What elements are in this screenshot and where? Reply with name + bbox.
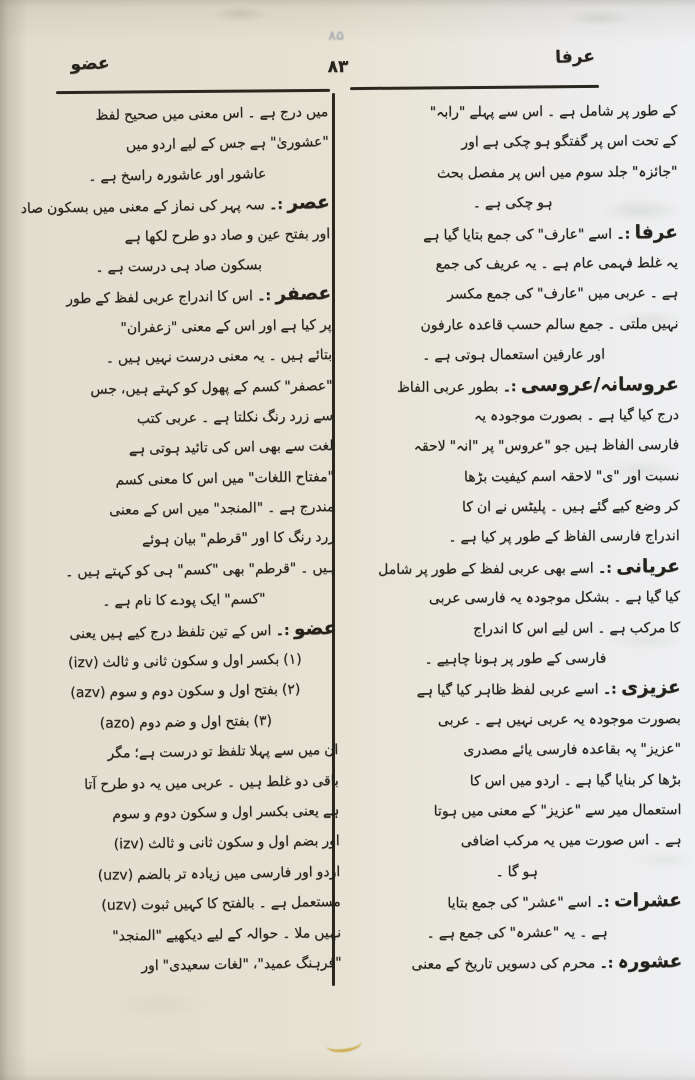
text-line <box>349 461 679 493</box>
text-line <box>352 917 682 949</box>
line-text: ہے ۔ یہ "عشرہ" کی جمع ہے ۔ <box>426 923 608 942</box>
line-text: بتائے ہیں ۔ یہ معنی درست نہیں ہیں ۔ <box>105 347 333 367</box>
text-line <box>348 248 678 280</box>
text-line <box>350 643 680 675</box>
entry-separator: :۔ <box>591 894 615 911</box>
text-line <box>32 583 336 618</box>
entry-separator: :۔ <box>498 378 521 395</box>
text-line <box>31 553 335 588</box>
entry-separator: :۔ <box>264 196 288 214</box>
text-line <box>29 431 333 466</box>
text-line <box>349 400 679 432</box>
entry-headword: عشرات <box>613 890 682 912</box>
running-head-left: عضو <box>70 53 110 75</box>
entry-headword: عصر <box>287 192 330 214</box>
entry-separator: :۔ <box>271 622 295 639</box>
line-text: مندرج ہے ۔ "المنجد" میں اس کے معنی <box>109 499 335 519</box>
left-text-column <box>20 97 342 983</box>
text-line <box>31 522 335 557</box>
text-line <box>29 401 333 436</box>
line-text: اسے "عشر" کی جمع بتایا <box>447 894 592 912</box>
text-line <box>33 644 337 679</box>
text-line <box>350 552 680 584</box>
running-head-right: عرفا <box>554 46 596 68</box>
line-text: اور بضم اول و سکون ثانی و ثالث (izv) <box>113 833 340 853</box>
entry-separator: :۔ <box>252 288 276 305</box>
line-text: اسے عربی لفظ ظاہر کیا گیا ہے <box>416 681 599 700</box>
text-line <box>27 279 331 314</box>
line-text: درج کیا گیا ہے ۔ بصورت موجودہ یہ <box>473 406 679 425</box>
line-text: لغت سے بھی اس کی تائید ہوتی ہے <box>128 438 334 458</box>
text-line <box>350 613 680 645</box>
text-line <box>347 157 677 189</box>
line-text: نہیں ملتی ۔ جمع سالم حسب قاعدہ عارفون <box>420 315 679 334</box>
text-line <box>20 188 330 223</box>
line-text: کے طور پر شامل ہے ۔ اس سے پہلے "رابہ" <box>429 102 678 121</box>
line-text: ہے یعنی بکسر اول و سکون دوم و سوم <box>112 802 340 823</box>
line-text: (۲) بفتح اول و سکون دوم و سوم (azv) <box>70 681 301 702</box>
line-text: (۳) بفتح اول و ضم دوم (azo) <box>99 712 273 732</box>
bleed-through-page-number: ۸۵ <box>328 29 344 44</box>
text-line <box>37 917 341 952</box>
text-line <box>27 310 331 345</box>
line-text: "عشوریٰ" ہے جس کے لیے اردو میں <box>125 134 329 154</box>
line-text: ان میں سے پہلا تلفظ تو درست ہے؛ مگر <box>107 742 339 762</box>
text-line <box>352 856 682 888</box>
entry-headword: عزیزی <box>620 677 681 699</box>
text-line <box>351 704 681 736</box>
text-line <box>348 218 678 250</box>
entry-headword: عریانی <box>616 555 680 578</box>
text-line <box>350 582 680 614</box>
line-text: اس کے تین تلفظ درج کیے ہیں یعنی <box>69 622 272 642</box>
text-line <box>347 126 677 158</box>
text-line <box>34 705 338 740</box>
entry-headword: عشورہ <box>617 950 683 973</box>
line-text: اندراج فارسی الفاظ کے طور پر کیا ہے ۔ <box>448 528 680 546</box>
text-line <box>351 825 681 857</box>
text-line <box>28 340 332 375</box>
line-text: اس کا اندراج عربی لفظ کے طور <box>66 288 253 308</box>
line-text: سے زرد رنگ نکلتا ہے ۔ عربی کتب <box>136 407 334 427</box>
line-text: بصورت موجودہ یہ عربی نہیں ہے ۔ عربی <box>437 710 681 729</box>
line-text: اور عارفین استعمال ہوتی ہے ۔ <box>422 346 606 364</box>
page-number: ۸۳ <box>327 57 349 77</box>
text-line <box>35 766 339 801</box>
text-line <box>351 673 681 705</box>
entry-headword: عصفر <box>275 283 332 306</box>
entry-separator: :۔ <box>595 955 618 972</box>
line-text: نسبت اور "ی" لاحقہ اسم کیفیت بڑھا <box>463 467 680 485</box>
line-text: باقی دو غلط ہیں ۔ عربی میں یہ دو طرح آتا <box>84 772 339 793</box>
line-text: "عزیز" پہ بقاعدہ فارسی یائے مصدری <box>463 741 682 759</box>
line-text: بطور عربی الفاظ <box>396 378 499 396</box>
right-text-column <box>347 96 682 979</box>
text-line <box>33 674 337 709</box>
text-line <box>348 339 678 371</box>
line-text: محرم کی دسویں تاریخ کے معنی <box>411 955 596 973</box>
line-text: کیا گیا ہے ۔ بشکل موجودہ یہ فارسی عربی <box>428 589 681 607</box>
line-text: اسے "عارف" کی جمع بتایا گیا ہے <box>423 225 613 244</box>
line-text: بڑھا کر بنایا گیا ہے ۔ اردو میں اس کا <box>469 771 682 789</box>
header-rule-left <box>56 89 330 94</box>
line-text: فارسی الفاظ ہیں جو "عروس" پر "انہ" لاحقہ <box>413 437 680 455</box>
line-text: (۱) بکسر اول و سکون ثانی و ثالث (izv) <box>67 651 302 672</box>
line-text: استعمال میر سے "عزیز" کے معنی میں ہوتا <box>433 801 682 820</box>
line-text: "مفتاح اللغات" میں اس کا معنی کسم <box>115 468 335 489</box>
text-line <box>351 795 681 827</box>
text-line <box>349 430 679 462</box>
text-line <box>348 187 678 219</box>
line-text: فارسی کے طور پر ہونا چاہیے ۔ <box>424 650 607 668</box>
line-text: یہ غلط فہمی عام ہے ۔ یہ عریف کی جمع <box>435 254 679 273</box>
line-text: "عصفر" کسم کے پھول کو کہتے ہیں، جس <box>90 377 333 398</box>
line-text: "کسم" ایک پودے کا نام ہے ۔ <box>102 591 266 610</box>
line-text: مستعمل ہے ۔ بالفتح کا کہیں ثبوت (uzv) <box>101 894 341 914</box>
text-line <box>348 309 678 341</box>
text-line <box>25 158 329 193</box>
line-text: عاشور اور عاشورہ راسخ ہے ۔ <box>88 165 267 185</box>
text-line <box>30 462 334 497</box>
text-line <box>35 826 339 861</box>
text-line <box>26 219 330 254</box>
text-line <box>349 491 679 523</box>
line-text: میں درج ہے ۔ اس معنی میں صحیح لفظ <box>95 103 329 124</box>
yellow-stain-mark <box>325 1034 363 1054</box>
line-text: اردو اور فارسی میں زیادہ تر بالضم (uzv) <box>97 863 341 884</box>
text-line <box>36 857 340 892</box>
line-text: ہو گا ۔ <box>495 863 539 880</box>
entry-headword: عروسانہ/عروسی <box>520 373 679 396</box>
line-text: کا مرکب ہے ۔ اس لیے اس کا اندراج <box>473 619 681 637</box>
text-line <box>36 887 340 922</box>
line-text: "فرہنگ عمید"، "لغات سعیدی" اور <box>141 954 342 974</box>
line-text: ہے ۔ اس صورت میں یہ مرکب اضافی <box>460 832 682 850</box>
entry-headword: عضو <box>293 617 337 640</box>
entry-separator: :۔ <box>612 225 635 242</box>
text-line <box>26 249 330 284</box>
text-line <box>34 735 338 770</box>
text-line <box>352 886 682 918</box>
entry-headword: عرفا <box>634 221 678 243</box>
text-line <box>30 492 334 527</box>
line-text: اسے بھی عربی لفظ کے طور پر شامل <box>378 560 594 578</box>
text-line <box>32 614 336 649</box>
line-text: "جائزہ" جلد سوم میں اس پر مفصل بحث <box>436 163 678 182</box>
line-text: زرد رنگ کا اور "قرطم" بیان ہوئے <box>141 529 336 549</box>
line-text: اور بفتح عین و صاد دو طرح لکھا ہے <box>124 225 331 245</box>
line-text: پر کیا ہے اور اس کے معنی "زعفران" <box>120 316 332 337</box>
header-rule-right <box>350 85 599 90</box>
text-line <box>24 97 328 132</box>
text-line <box>352 947 682 979</box>
text-line <box>37 948 341 983</box>
line-text: کر وضع کیے گئے ہیں ۔ پلیٹس نے ان کا <box>461 498 680 516</box>
line-text: نہیں ملا ۔ حوالہ کے لیے دیکھیے "المنجد" <box>112 924 342 945</box>
line-text: سہ پہر کی نماز کے معنی میں بسکون صاد <box>20 197 265 218</box>
line-text: ہو چکی ہے ۔ <box>472 194 553 212</box>
line-text: بسکون صاد ہی درست ہے ۔ <box>95 257 263 276</box>
text-line <box>351 734 681 766</box>
text-line <box>25 127 329 162</box>
text-line <box>351 765 681 797</box>
text-line <box>349 370 679 402</box>
text-line <box>350 521 680 553</box>
line-text: ہے ۔ عربی میں "عارف" کی جمع مکسر <box>447 285 679 303</box>
text-line <box>348 278 678 310</box>
entry-separator: :۔ <box>593 560 617 577</box>
text-line <box>35 796 339 831</box>
entry-separator: :۔ <box>598 681 622 698</box>
line-text: ہیں ۔ "قرطم" بھی "کسم" ہی کو کہتے ہیں ۔ <box>64 559 336 581</box>
line-text: کے تحت اس پر گفتگو ہو چکی ہے اور <box>461 133 678 151</box>
text-line <box>347 96 677 128</box>
text-line <box>28 370 332 405</box>
